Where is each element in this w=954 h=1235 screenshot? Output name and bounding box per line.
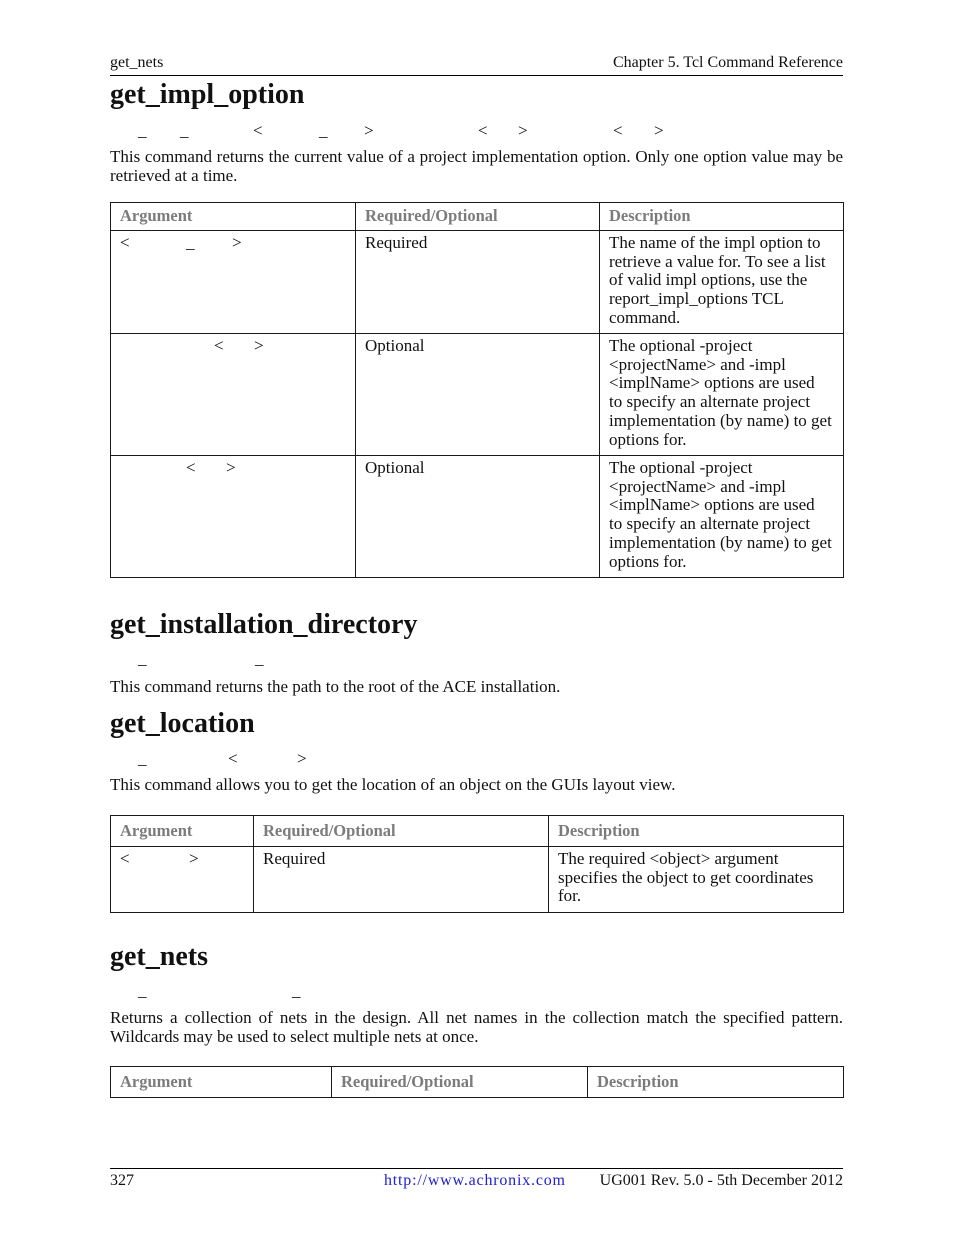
table-row [111,334,844,456]
table-row [111,231,844,334]
argument-glyph: < [120,233,130,252]
column-header-description: Description [600,203,844,231]
syntax-glyph: _ [138,649,147,668]
syntax-line [0,749,954,768]
required-cell: Required [356,231,600,334]
syntax-glyph: _ [138,981,147,1000]
column-header-required: Required/Optional [332,1067,588,1098]
description-line: Wildcards may be used to select multiple nets at once. [110,1027,479,1046]
description-cell [600,456,844,578]
syntax-glyph: < [478,121,488,140]
column-header-description: Description [588,1067,844,1098]
document-revision: UG001 Rev. 5.0 - 5th December 2012 [599,1172,843,1189]
table-header-row [111,1067,844,1098]
description-line: This command returns the current value of a project implementation option. Only one option value may be [110,147,843,166]
description-line: implementation (by name) to get [609,410,832,430]
section-title: get_impl_option [110,79,305,110]
footer-rule [110,1168,843,1170]
argument-glyph: > [226,458,236,477]
description-line: retrieve a value for. To see a list [609,251,826,271]
column-header-argument: Argument [111,816,254,847]
syntax-glyph: > [297,749,307,768]
required-cell: Required [254,847,549,913]
section-title: get_installation_directory [110,609,418,640]
section-title: get_nets [110,941,208,972]
syntax-glyph: < [613,121,623,140]
argument-cell [111,334,356,456]
syntax-line [0,121,954,140]
section-title: get_location [110,708,255,739]
argument-glyph: < [186,458,196,477]
description-line: The optional -project [609,336,753,355]
table-row [111,847,844,913]
argument-glyph: _ [186,233,195,252]
section-description [110,147,843,185]
description-line: options for. [609,551,687,571]
description-line: This command returns the path to the root of the ACE installation. [110,677,561,696]
section-description [110,775,843,794]
argument-cell [111,847,254,913]
header-rule [110,75,843,77]
page-number: 327 [110,1172,134,1189]
column-header-argument: Argument [111,1067,332,1098]
argument-cell [111,456,356,578]
column-header-argument: Argument [111,203,356,231]
syntax-glyph: _ [180,121,189,140]
argument-glyphs [120,850,244,869]
syntax-glyph: _ [319,121,328,140]
argument-table [110,1066,844,1098]
description-line: to specify an alternate project [609,392,811,412]
description-line: command. [609,307,681,327]
description-line: Returns a collection of nets in the design. All net names in the collection match the specified pattern. [110,1008,843,1027]
syntax-glyph: < [228,749,238,768]
description-line: of valid impl options, use the [609,270,808,290]
argument-glyph: > [232,233,242,252]
running-header-chapter: Chapter 5. Tcl Command Reference [612,54,843,71]
description-line: implementation (by name) to get [609,532,832,552]
table-header-row [111,203,844,231]
syntax-glyph: _ [255,649,264,668]
argument-glyphs [120,459,346,478]
argument-table [110,202,844,578]
column-header-required: Required/Optional [356,203,600,231]
description-line: specifies the object to get coordinates [558,867,814,887]
argument-glyph: > [189,849,199,868]
syntax-glyph: > [364,121,374,140]
syntax-glyph: < [253,121,263,140]
argument-glyphs [120,337,346,356]
running-header-section: get_nets [110,54,164,71]
syntax-line [0,649,954,668]
argument-glyphs [120,234,346,253]
argument-glyph: > [254,336,264,355]
argument-table [110,815,844,913]
description-line: retrieved at a time. [110,166,238,185]
description-line: The required <object> argument [558,849,779,868]
required-cell: Optional [356,334,600,456]
column-header-required: Required/Optional [254,816,549,847]
syntax-glyph: _ [138,749,147,768]
description-line: <projectName> and -impl [609,354,786,374]
syntax-glyph: _ [138,121,147,140]
syntax-glyph: > [654,121,664,140]
syntax-glyph: _ [292,981,301,1000]
argument-cell [111,231,356,334]
table-row [111,456,844,578]
description-line: The name of the impl option to [609,233,821,252]
description-line: <implName> options are used [609,495,815,515]
description-line: <implName> options are used [609,373,815,393]
description-line: for. [558,886,582,906]
table-header-row [111,816,844,847]
description-cell [600,231,844,334]
website-link[interactable]: http://www.achronix.com [384,1172,566,1189]
column-header-description: Description [549,816,844,847]
description-line: to specify an alternate project [609,514,811,534]
description-cell [549,847,844,913]
description-line: options for. [609,429,687,449]
syntax-glyph: > [518,121,528,140]
description-line: <projectName> and -impl [609,476,786,496]
description-line: report_impl_options TCL [609,289,784,309]
argument-glyph: < [120,849,130,868]
syntax-line [0,981,954,1000]
description-cell [600,334,844,456]
argument-glyph: < [214,336,224,355]
section-description [110,677,843,696]
section-description [110,1008,843,1046]
description-line: This command allows you to get the location of an object on the GUIs layout view. [110,775,676,794]
required-cell: Optional [356,456,600,578]
description-line: The optional -project [609,458,753,477]
